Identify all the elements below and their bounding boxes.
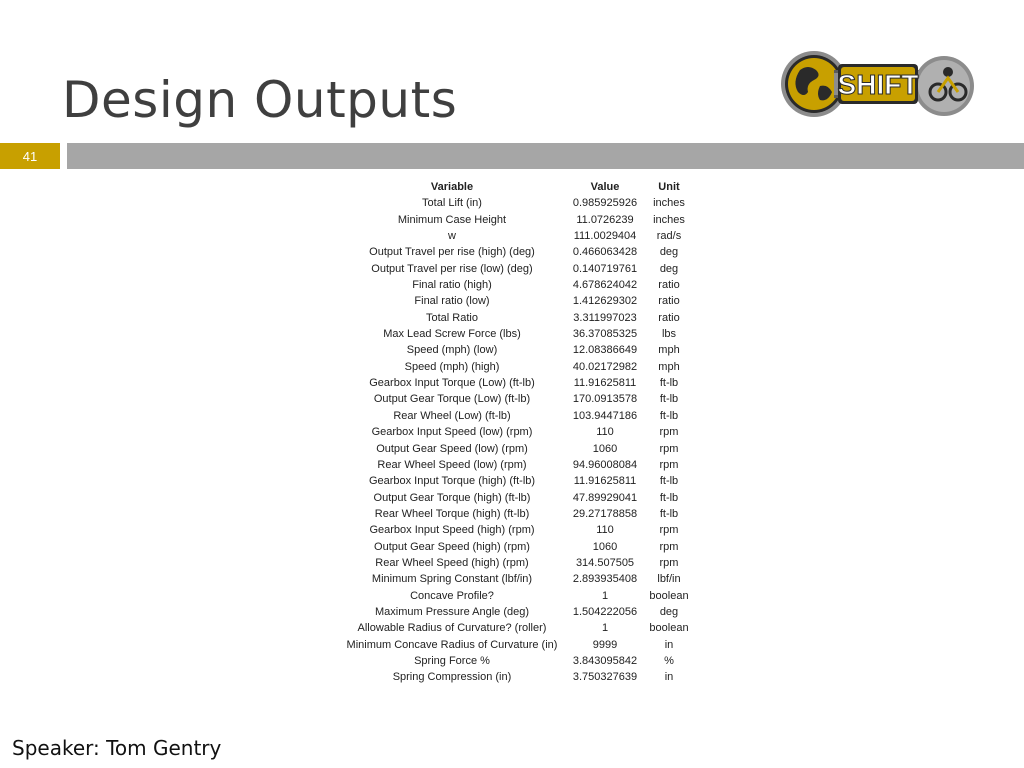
cell-value: 36.37085325 [572,328,638,341]
cell-variable: Output Travel per rise (high) (deg) [369,246,535,259]
cell-unit: rpm [659,556,679,569]
cell-unit: mph [658,344,680,357]
cell-unit: lbf/in [657,573,681,586]
cell-value: 9999 [592,638,618,651]
table-row [337,506,695,522]
cell-variable: Gearbox Input Torque (Low) (ft-lb) [369,377,535,390]
cell-unit: rad/s [656,230,682,243]
cell-value: 110 [596,524,614,537]
cell-variable: Speed (mph) (high) [404,360,500,373]
slide-title: Design Outputs [62,71,458,129]
cell-unit: inches [653,213,685,226]
cell-variable: Speed (mph) (low) [406,344,498,357]
cell-value: 11.91625811 [573,475,637,488]
table-row [337,424,695,440]
cell-variable: Rear Wheel Speed (low) (rpm) [377,458,527,471]
cell-value: 94.96008084 [572,458,638,471]
cell-value: 40.02172982 [572,360,638,373]
cell-value: 314.507505 [575,556,635,569]
cell-variable: Total Lift (in) [422,197,482,210]
table-row [337,490,695,506]
table-row [337,212,695,228]
cell-value: 1 [601,622,609,635]
table-row [337,244,695,260]
header-value: Value [590,181,620,193]
header-gray-bar [67,143,1024,169]
cell-variable: Total Ratio [426,311,478,324]
table-row [337,457,695,473]
cell-unit: rpm [659,458,679,471]
cell-unit: boolean [649,622,689,635]
table-row [337,473,695,489]
table-row [337,441,695,457]
table-row [337,408,695,424]
speaker-label: Speaker: Tom Gentry [12,736,222,760]
table-row [337,539,695,555]
cell-unit: ft-lb [659,393,679,406]
logo-word: SHIFT [837,69,919,100]
table-row [337,293,695,309]
table-row [337,326,695,342]
cell-unit: boolean [649,589,689,602]
cell-unit: ft-lb [659,475,679,488]
cell-unit: mph [658,360,680,373]
cell-unit: deg [659,262,679,275]
cell-value: 0.140719761 [572,262,638,275]
design-outputs-table [337,179,695,686]
table-row [337,375,695,391]
cell-value: 47.89929041 [572,491,638,504]
header-bar [0,143,1024,169]
cell-value: 3.750327639 [572,671,638,684]
shift-logo [778,48,978,120]
table-row [337,277,695,293]
cell-variable: Minimum Case Height [397,213,507,226]
table-row [337,359,695,375]
cell-unit: deg [659,246,679,259]
cell-variable: Output Gear Speed (high) (rpm) [374,540,530,553]
cell-value: 4.678624042 [572,279,638,292]
cell-variable: Maximum Pressure Angle (deg) [374,605,530,618]
table-row [337,195,695,211]
cell-value: 3.843095842 [572,654,638,667]
cell-unit: in [664,671,674,684]
cell-variable: Output Gear Torque (Low) (ft-lb) [373,393,531,406]
table-row [337,588,695,604]
cell-unit: ft-lb [659,377,679,390]
cell-variable: Concave Profile? [410,589,494,602]
cell-unit: % [664,654,674,667]
cell-variable: Spring Force % [414,654,490,667]
cell-unit: rpm [659,442,679,455]
header-variable: Variable [430,181,474,193]
cell-value: 2.893935408 [572,573,638,586]
cell-unit: ratio [658,311,680,324]
cell-variable: Spring Compression (in) [392,671,512,684]
cell-value: 11.91625811 [573,377,637,390]
cell-variable: Gearbox Input Speed (high) (rpm) [369,524,535,537]
table-body [337,195,695,685]
cell-variable: Final ratio (low) [414,295,490,308]
cell-value: 170.0913578 [572,393,638,406]
cell-variable: Max Lead Screw Force (lbs) [383,328,521,341]
header-unit: Unit [658,181,680,193]
cell-value: 0.466063428 [572,246,638,259]
cell-unit: lbs [661,328,677,341]
cell-variable: Rear Wheel Speed (high) (rpm) [375,556,529,569]
cell-unit: ft-lb [659,491,679,504]
cell-unit: rpm [659,524,679,537]
cell-value: 11.0726239 [576,213,634,226]
table-row [337,637,695,653]
table-row [337,555,695,571]
cell-value: 29.27178858 [572,507,638,520]
cell-unit: inches [653,197,685,210]
cell-value: 1.504222056 [572,605,638,618]
cell-unit: deg [659,605,679,618]
cell-unit: rpm [659,540,679,553]
table-row [337,571,695,587]
cell-variable: Gearbox Input Speed (low) (rpm) [371,426,533,439]
cell-variable: Rear Wheel Torque (high) (ft-lb) [374,507,530,520]
cell-value: 1060 [592,442,618,455]
cell-variable: w [448,230,456,243]
cell-unit: ft-lb [659,507,679,520]
rider-gear-icon [914,56,974,116]
cell-value: 0.985925926 [572,197,638,210]
cell-unit: rpm [659,426,679,439]
cell-unit: in [664,638,674,651]
slide-number: 41 [0,143,60,169]
shift-logo-icon [778,48,978,120]
table-row [337,653,695,669]
cell-value: 1 [601,589,609,602]
cell-variable: Gearbox Input Torque (high) (ft-lb) [368,475,536,488]
table-row [337,310,695,326]
cell-unit: ft-lb [659,409,679,422]
cell-unit: ratio [658,295,680,308]
cell-variable: Minimum Concave Radius of Curvature (in) [346,638,558,651]
table-row [337,391,695,407]
cell-unit: ratio [658,279,680,292]
cell-value: 12.08386649 [572,344,638,357]
cell-variable: Final ratio (high) [412,279,492,292]
cell-variable: Allowable Radius of Curvature? (roller) [357,622,547,635]
table-row [337,342,695,358]
cell-value: 111.0029404 [573,230,637,243]
table-row [337,261,695,277]
cell-value: 110 [596,426,614,439]
cell-value: 1060 [592,540,618,553]
cell-value: 103.9447186 [572,409,638,422]
table-row [337,522,695,538]
cell-variable: Minimum Spring Constant (lbf/in) [371,573,533,586]
table-row [337,228,695,244]
table-row [337,620,695,636]
cell-variable: Rear Wheel (Low) (ft-lb) [393,409,511,422]
cell-value: 1.412629302 [572,295,638,308]
cell-variable: Output Gear Speed (low) (rpm) [376,442,528,455]
table-row [337,669,695,685]
table-header-row [337,179,695,195]
cell-variable: Output Gear Torque (high) (ft-lb) [373,491,531,504]
cell-variable: Output Travel per rise (low) (deg) [371,262,533,275]
cell-value: 3.311997023 [573,311,637,324]
table-row [337,604,695,620]
